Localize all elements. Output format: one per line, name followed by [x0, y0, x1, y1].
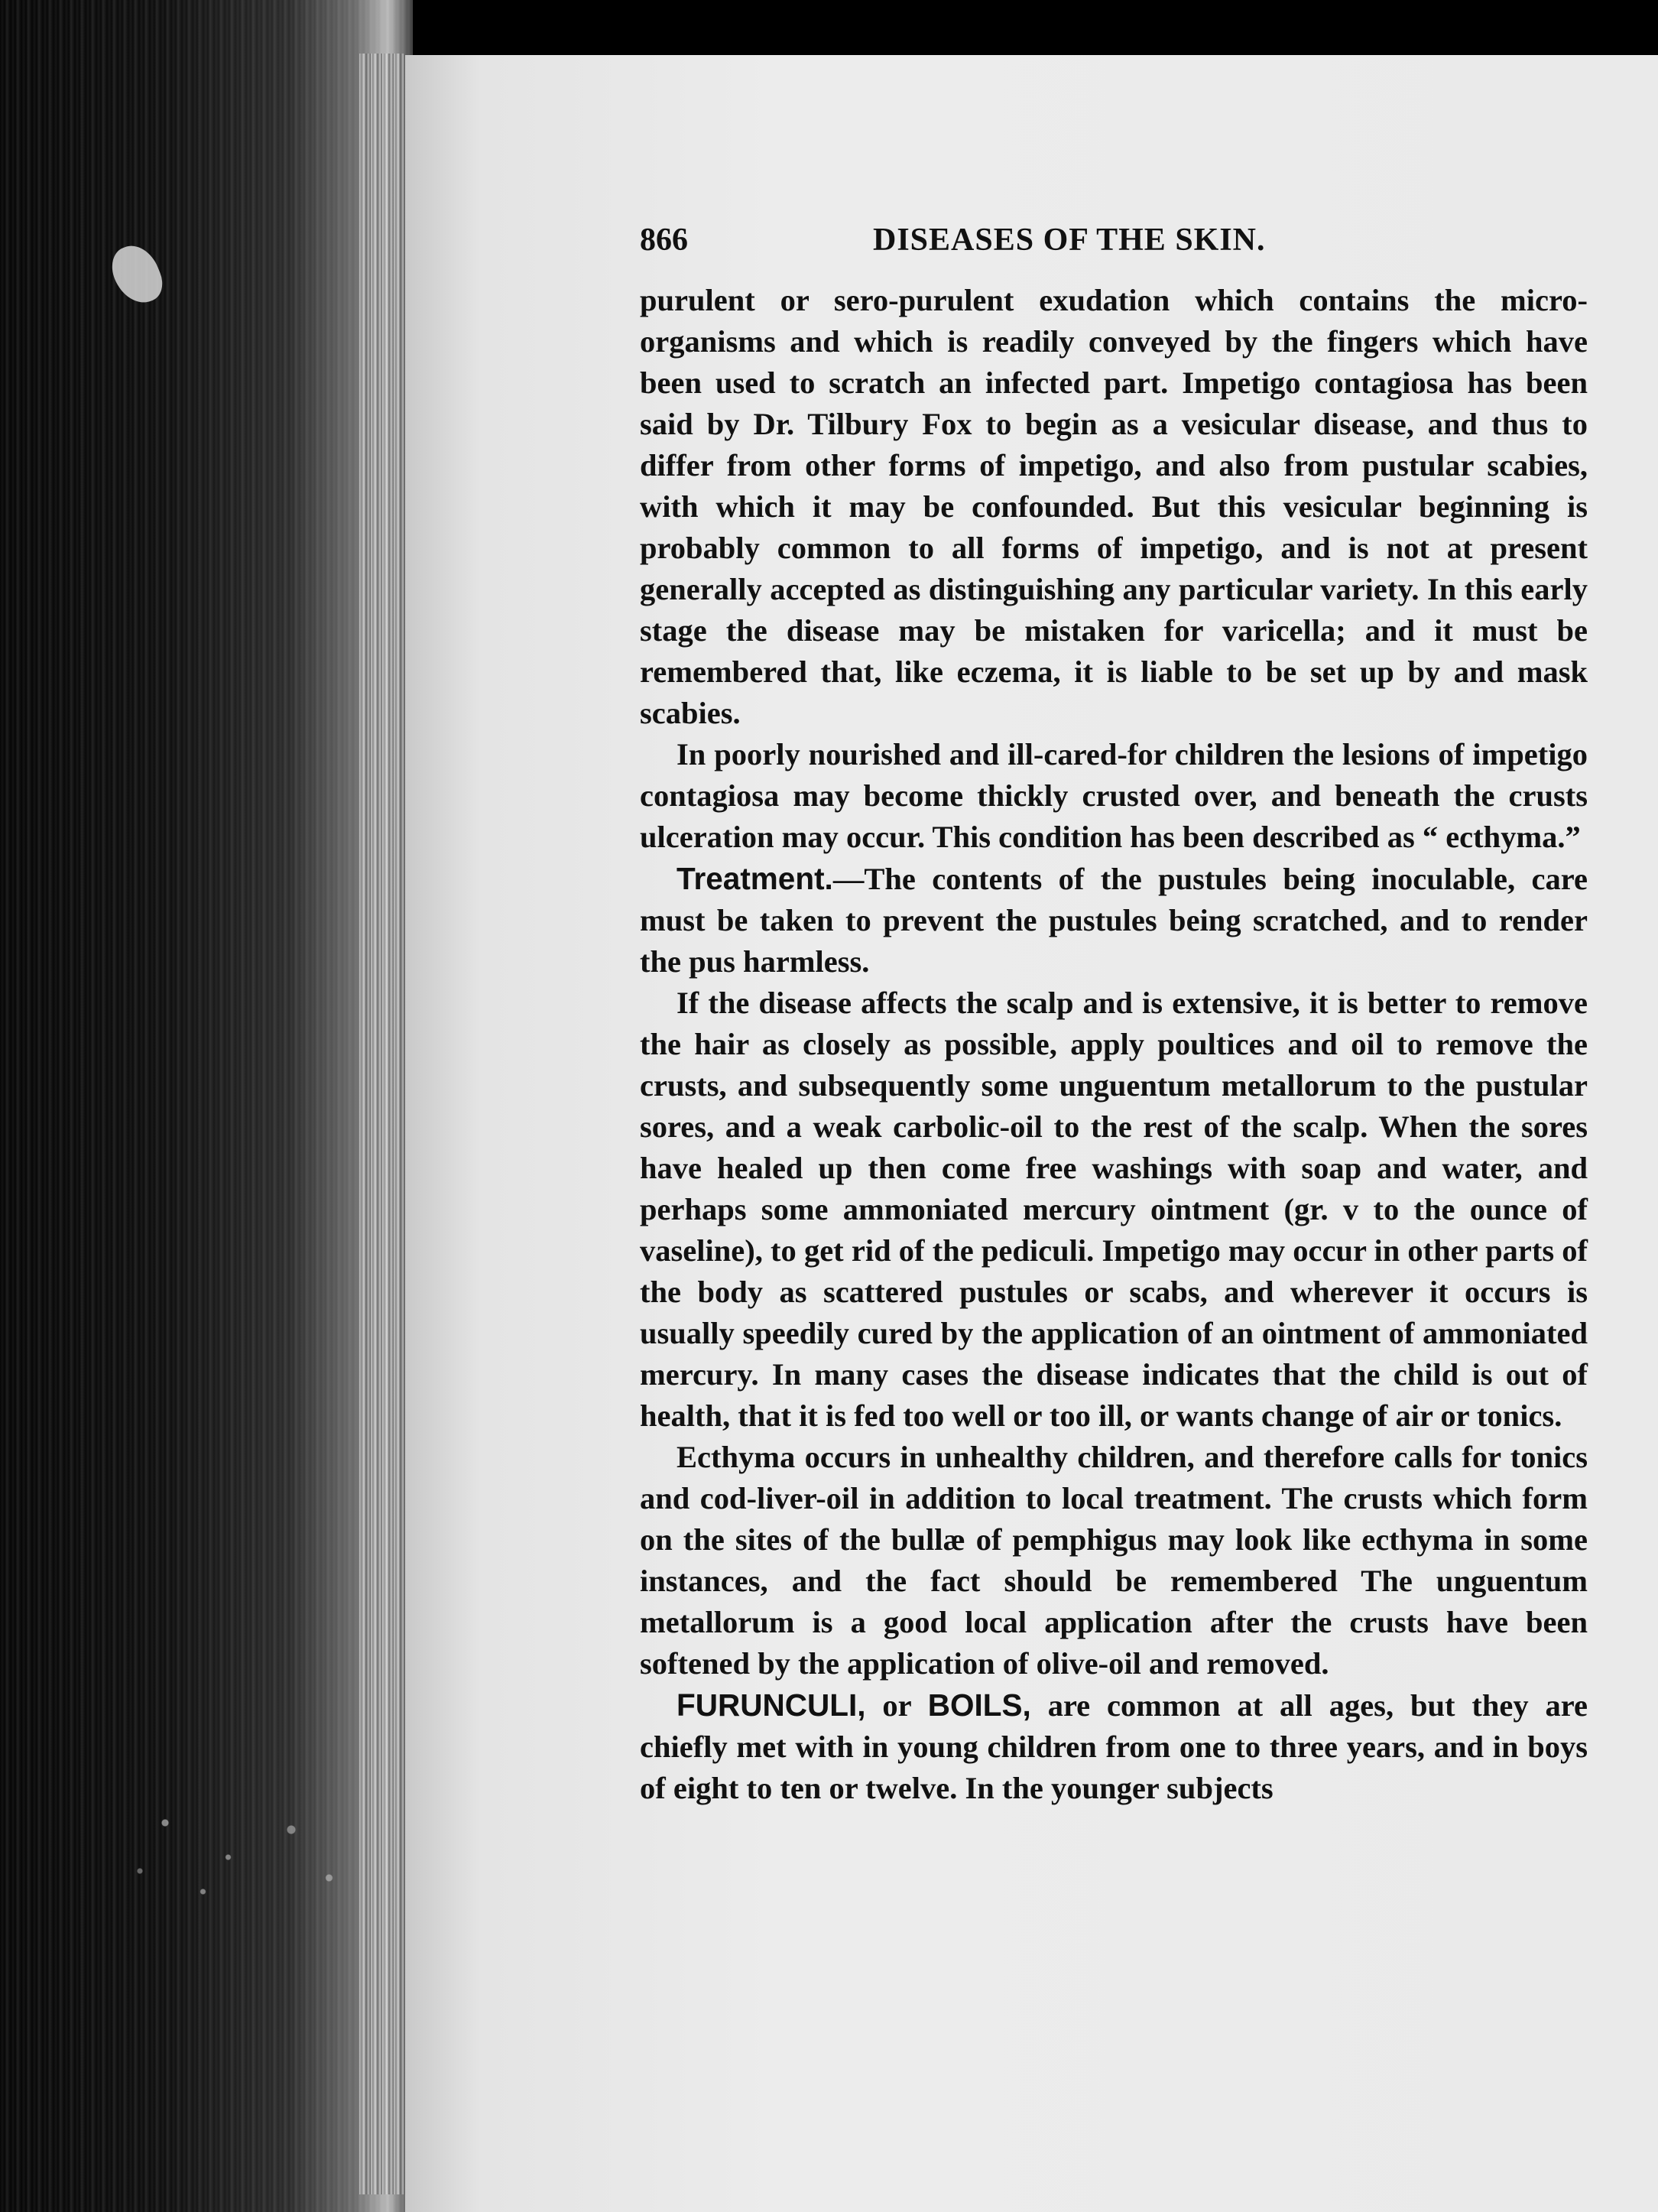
page-content — [640, 222, 1588, 1809]
furunculi-heading: FURUNCULI, — [677, 1687, 866, 1723]
page-number: 866 — [640, 222, 688, 258]
furunculi-text: are common at all ages, but they are chiefly met with in young children from one to three years, and in boys of eight to ten or twelve. In the younger subjects — [640, 1688, 1588, 1805]
page-header — [640, 222, 1588, 265]
paragraph-furunculi — [640, 1684, 1588, 1809]
paragraph-scalp-treatment: If the disease affects the scalp and is extensive, it is better to remove the hair as closely as possible, apply poultices and oil to remove the crusts, and subsequently some unguentum metallorum to the pustular sores, and a weak carbolic-oil to the rest of the scalp. When the sores have healed up then come free washings with soap and water, and perhaps some ammoniated mercury ointment (gr. v to the ounce of vaseline), to get rid of the pediculi. Impetigo may occur in other parts of the body as scattered pustules or scabs, and wherever it occurs is usually speedily cured by the application of an ointment of ammoniated mercury. In many cases the disease indicates that the child is out of health, that it is fed too well or too ill, or wants change of air or tonics. — [640, 986, 1588, 1433]
paragraph-continuation: purulent or sero-purulent exudation which contains the micro-organisms and which is readily conveyed by the fingers which have been used to scratch an infected part. Impetigo contagiosa has been said by Dr. Tilbury Fox to begin as a vesicular disease, and thus to differ from other forms of impetigo, and also from pustular scabies, with which it may be confounded. But this vesicular beginning is probably common to all forms of impetigo, and is not at present generally accepted as distinguishing any particular variety. In this early stage the disease may be mistaken for varicella; and it must be remembered that, like eczema, it is liable to be set up by and mask scabies. — [640, 283, 1588, 730]
scan-specks — [115, 1782, 367, 1919]
boils-heading: BOILS, — [927, 1687, 1031, 1723]
paragraph-ecthyma-description: In poorly nourished and ill-cared-for children the lesions of impetigo contagiosa may become thickly crusted over, and beneath the crusts ulceration may occur. This condition has been described as “ ecthyma.” — [640, 737, 1588, 854]
furunculi-or: or — [865, 1688, 928, 1723]
treatment-text: —The contents of the pustules being inoculable, care must be taken to prevent the pustules being scratched, and to render the pus harmless. — [640, 862, 1588, 979]
treatment-heading: Treatment. — [677, 861, 833, 896]
running-head: DISEASES OF THE SKIN. — [873, 222, 1266, 258]
paragraph-ecthyma-treatment: Ecthyma occurs in unhealthy children, and therefore calls for tonics and cod-liver-oil in addition to local treatment. The crusts which form on the sites of the bullæ of pemphigus may look like ecthyma in some instances, and the fact should be remembered The unguentum metallorum is a good local application after the crusts have been softened by the application of olive-oil and removed. — [640, 1440, 1588, 1681]
paragraph-treatment — [640, 858, 1588, 983]
